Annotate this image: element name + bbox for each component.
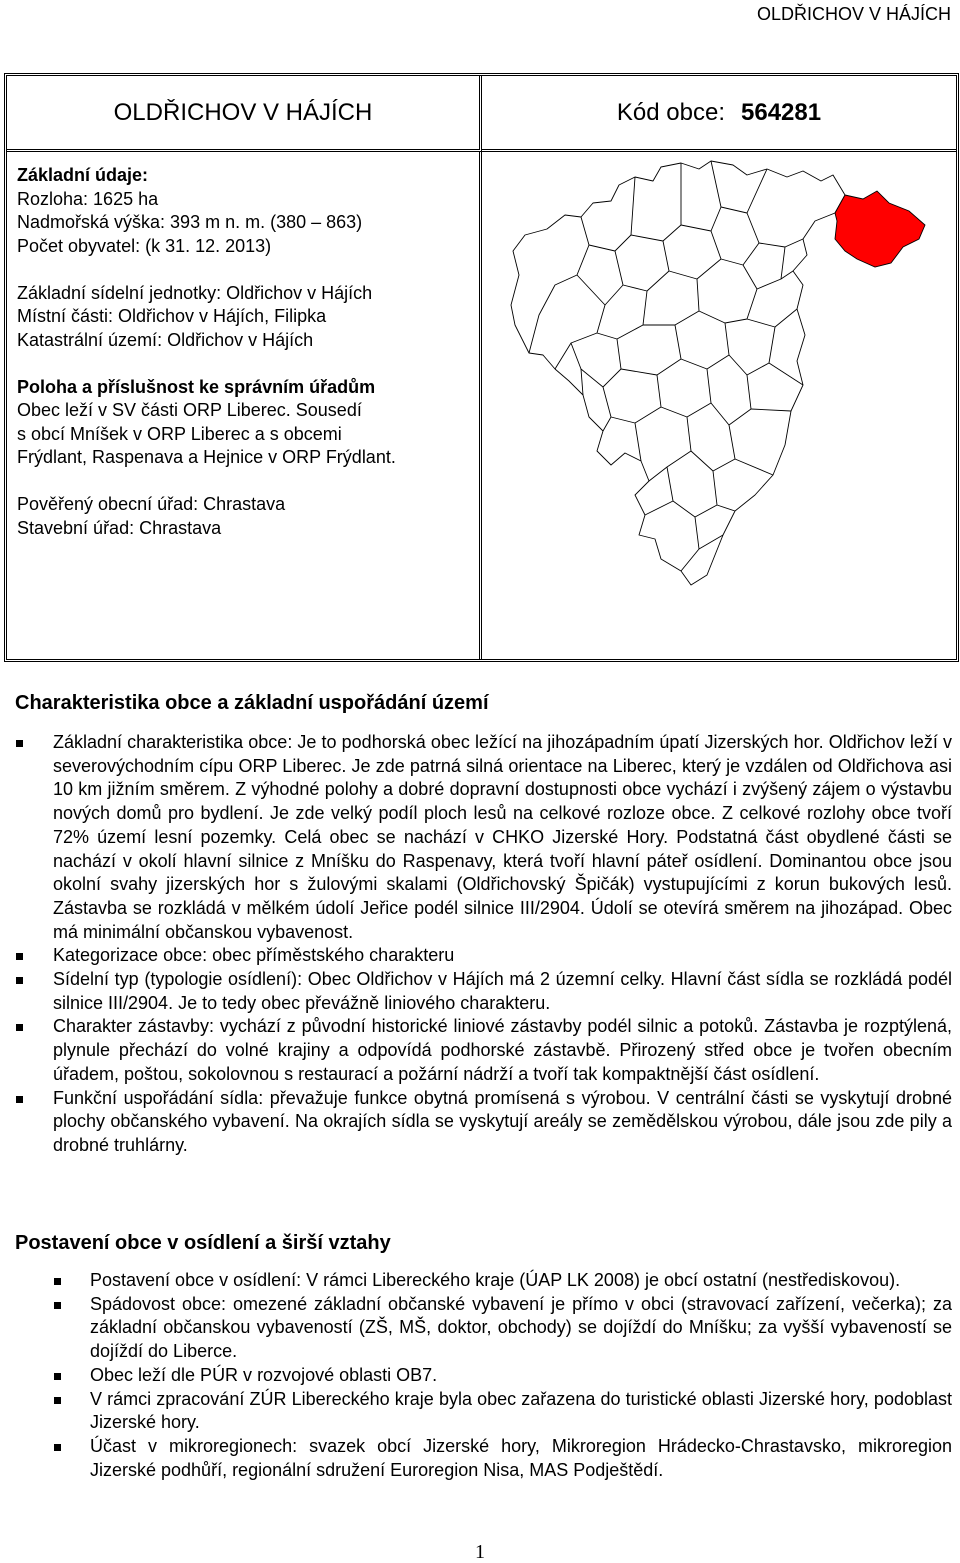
list-item: Postavení obce v osídlení: V rámci Libereckého kraje (ÚAP LK 2008) je obcí ostatní (nestřediskovou). bbox=[90, 1269, 952, 1293]
cadastral-line: Katastrální území: Oldřichov v Hájích bbox=[17, 329, 314, 350]
location-line: Frýdlant, Raspenava a Hejnice v ORP Frýdlant. bbox=[17, 447, 396, 467]
list-item: Sídelní typ (typologie osídlení): Obec Oldřichov v Hájích má 2 územní celky. Hlavní část sídla se rozkládá podél silnice III/2904. Je to tedy obec převážně liniového charakteru. bbox=[53, 968, 952, 1015]
orp-liberec-map bbox=[485, 155, 959, 659]
location-line: Obec leží v SV části ORP Liberec. Sousedí bbox=[17, 400, 362, 420]
list-item: Kategorizace obce: obec příměstského charakteru bbox=[53, 944, 952, 968]
bullet-icon bbox=[16, 953, 23, 960]
bullet-icon bbox=[16, 1024, 23, 1031]
population-line: Počet obyvatel: (k 31. 12. 2013) bbox=[17, 235, 272, 256]
location-line: s obcí Mníšek v ORP Liberec a s obcemi bbox=[17, 423, 342, 444]
basic-data-heading: Základní údaje: bbox=[17, 165, 149, 185]
bullet-icon bbox=[54, 1444, 61, 1451]
local-parts-line: Místní části: Oldřichov v Hájích, Filipka bbox=[17, 306, 327, 326]
building-office-line: Stavební úřad: Chrastava bbox=[17, 517, 222, 538]
list-item: Funkční uspořádání sídla: převažuje funkce obytná promísená s výrobou. V centrální části se vyskytují drobné plochy občanského vybavení. Na okrajích sídla se vyskytují areály se zemědělskou výrobou, dále jsou zde pily a drobné truhlárny. bbox=[53, 1087, 952, 1158]
authorized-office-line: Pověřený obecní úřad: Chrastava bbox=[17, 494, 286, 514]
bullet-icon bbox=[54, 1397, 61, 1404]
list-item: Charakter zástavby: vychází z původní historické liniové zástavby podél silnic a potoků. Zástavba je rozptýlená, plynule přechází do volné krajiny a odpovídá podhorské zástavbě. Přirozený střed obce je tvořen obecním úřadem, poštou, sokolovnou s restaurací a požární nádrží a tvoří tak kompaktnější část osídlení. bbox=[53, 1015, 952, 1086]
basic-info-cell bbox=[7, 152, 482, 659]
municipality-code-cell bbox=[482, 76, 956, 152]
bullet-icon bbox=[54, 1302, 61, 1309]
area-line: Rozloha: 1625 ha bbox=[17, 188, 159, 209]
running-header: OLDŘICHOV V HÁJÍCH bbox=[756, 4, 951, 24]
list-item: V rámci zpracování ZÚR Libereckého kraje byla obec zařazena do turistické oblasti Jizerské hory, podoblast Jizerské hory. bbox=[90, 1388, 952, 1435]
orp-outline bbox=[511, 161, 845, 585]
settlement-units-line: Základní sídelní jednotky: Oldřichov v Hájích bbox=[17, 282, 373, 303]
list-item: Účast v mikroregionech: svazek obcí Jizerské hory, Mikroregion Hrádecko-Chrastavsko, mikroregion Jizerské podhůří, regionální sdružení Euroregion Nisa, MAS Podještědí. bbox=[90, 1435, 952, 1482]
bullet-icon bbox=[16, 740, 23, 747]
section-characteristics-heading: Charakteristika obce a základní uspořádání území bbox=[15, 692, 489, 714]
location-heading: Poloha a příslušnost ke správním úřadům bbox=[17, 376, 376, 397]
list-item: Základní charakteristika obce: Je to podhorská obec ležící na jihozápadním úpatí Jizerských hor. Oldřichov leží v severovýchodním cípu ORP Liberec. Je zde patrná silná orientace na Liberec, který je vzdálen od Oldřichova asi 10 km jižním směrem. Z výhodné polohy a dobré dopravní dostupnosti obce vychází i zvýšený zájem o výstavbu nových domů pro bydlení. Je zde velký podíl ploch lesů na celkové rozloze obce. Z celkové rozlohy obce tvoří 72% území lesní pozemky. Celá obec se nachází v CHKO Jizerské Hory. Podstatná část obydlené části se nachází v okolí hlavní silnice z Mníšku do Raspenavy, která tvoří hlavní páteř osídlení. Dominantou obce jsou okolní svahy jizerských hor s žulovými skalami (Oldřichovský Špičák) vystupujícími z korun bukových lesů. Zástavba se rozkládá v mělkém údolí Jeřice podél silnice III/2904. Údolí se otevírá směrem na jihozápad. Obec má minimální občanskou vybavenost. bbox=[53, 731, 952, 944]
section-settlement-heading: Postavení obce v osídlení a širší vztahy bbox=[15, 1232, 391, 1254]
page-number: 1 bbox=[475, 1541, 485, 1563]
list-item: Spádovost obce: omezené základní občanské vybavení je přímo v obci (stravovací zařízení, večerka); za základní občanskou vybaveností (ZŠ, MŠ, doktor, obchody) se dojíždí do Mníšku; za vyšší vybaveností se dojíždí do Liberce. bbox=[90, 1293, 952, 1364]
altitude-line: Nadmořská výška: 393 m n. m. (380 – 863) bbox=[17, 212, 363, 232]
code-value: 564281 bbox=[741, 98, 822, 126]
bullet-icon bbox=[16, 977, 23, 984]
settlement-relations-list bbox=[54, 1269, 952, 1482]
bullet-icon bbox=[16, 1096, 23, 1103]
bullet-icon bbox=[54, 1278, 61, 1285]
code-label: Kód obce: bbox=[616, 98, 725, 126]
oldrichov-highlight bbox=[835, 191, 925, 267]
municipality-title: OLDŘICHOV V HÁJÍCH bbox=[7, 76, 482, 152]
municipality-info-table bbox=[4, 73, 959, 662]
bullet-icon bbox=[54, 1373, 61, 1380]
list-item: Obec leží dle PÚR v rozvojové oblasti OB7. bbox=[90, 1364, 952, 1388]
characteristics-list bbox=[16, 731, 952, 1158]
orp-map-cell bbox=[485, 155, 956, 659]
